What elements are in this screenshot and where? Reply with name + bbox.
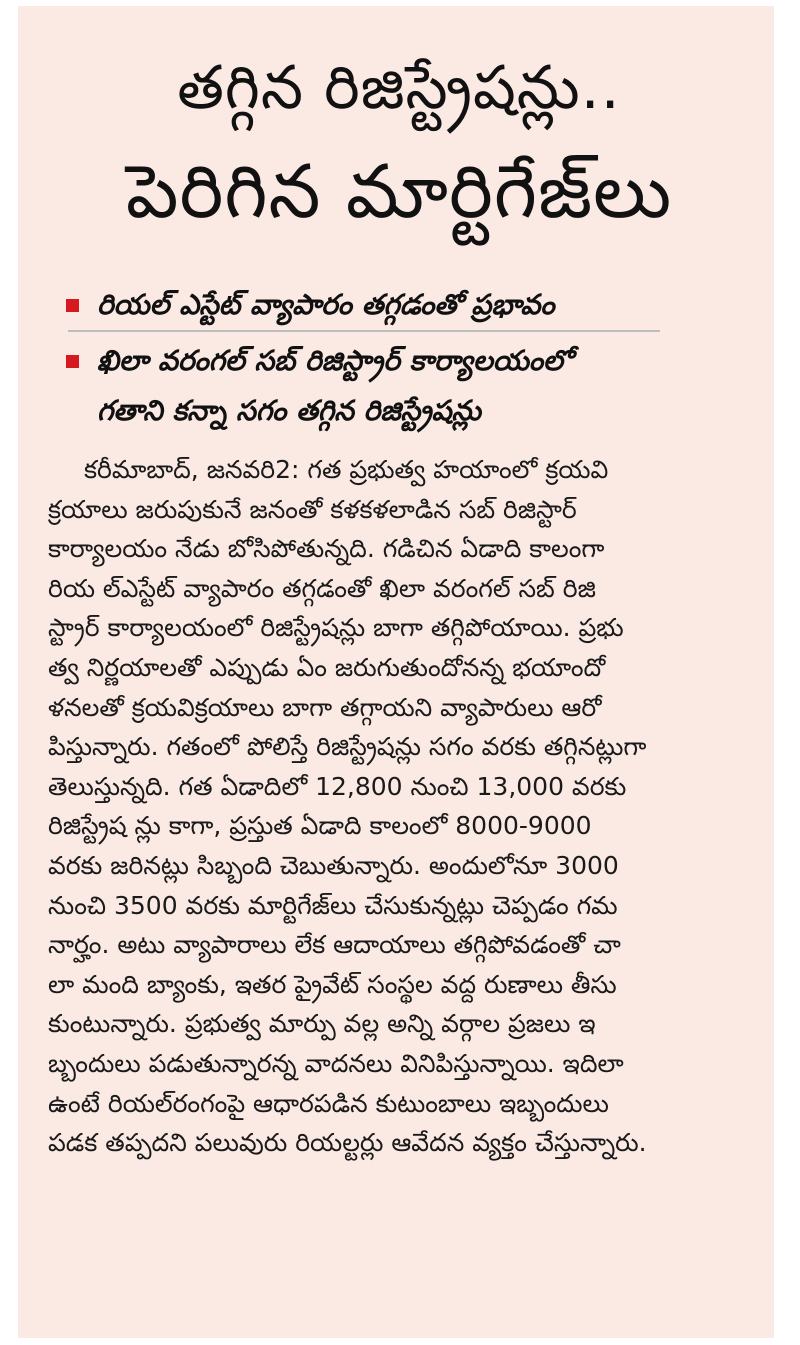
article-line: పడక తప్పదని పలువురు రియల్టర్లు ఆవేదన వ్యక్తం చేస్తున్నారు. — [48, 1128, 647, 1158]
article-line: రియ ల్‌ఎస్టేట్ వ్యాపారం తగ్గడంతో ఖిలా వరంగల్ సబ్ రిజి — [48, 573, 596, 603]
article-line: నార్హం. అటు వ్యాపారాలు లేక ఆదాయాలు తగ్గిపోవడంతో చా — [48, 930, 621, 960]
article-line: నుంచి 3500 వరకు మార్టిగేజ్‌లు చేసుకున్నట్లు చెప్పడం గమ — [48, 890, 618, 920]
article-line: తెలుస్తున్నది. గత ఏడాదిలో 12,800 నుంచి 13,000 వరకు — [48, 771, 627, 801]
article-line: పిస్తున్నారు. గతంలో పోలిస్తే రిజిస్ట్రేషన్లు సగం వరకు తగ్గినట్లుగా — [48, 732, 647, 762]
article-line: బ్బందులు పడుతున్నారన్న వాదనలు వినిపిస్తున్నాయి. ఇదిలా — [48, 1048, 624, 1078]
bullet-text: గతాని కన్నా సగం తగ్గిన రిజిస్ట్రేషన్లు — [97, 394, 481, 427]
article-line: వరకు జరినట్లు సిబ్బంది చెబుతున్నారు. అందులోనూ 3000 — [48, 850, 619, 880]
red-square-bullet-icon — [66, 299, 79, 312]
article-line: క్రయాలు జరుపుకునే జనంతో కళకళలాడిన సబ్ రిజిస్టార్ — [48, 494, 577, 524]
article-line: రిజిస్ట్రేష న్లు కాగా, ప్రస్తుత ఏడాది కాలంలో 8000-9000 — [48, 811, 592, 841]
bullet-text: రియల్ ఎస్టేట్ వ్యాపారం తగ్గడంతో ప్రభావం — [97, 288, 555, 321]
article-line: ఉంటే రియల్‌రంగంపై ఆధారపడిన కుటుంబాలు ఇబ్బందులు — [48, 1088, 609, 1118]
article-line: కార్యాలయం నేడు బోసిపోతున్నది. గడిచిన ఏడాది కాలంగా — [48, 534, 605, 564]
article-line: కరీమాబాద్, జనవరి2: గత ప్రభుత్వ హయాంలో క్రయవి — [84, 455, 609, 484]
article-line: ళనలతో క్రయవిక్రయాలు బాగా తగ్గాయని వ్యాపారులు ఆరో — [48, 692, 602, 722]
subheading-bullets — [48, 280, 750, 436]
headline-line-1: తగ్గిన రిజిస్ట్రేషన్లు.. — [177, 53, 621, 123]
article-line: త్వ నిర్ణయాలతో ఎప్పుడు ఏం జరుగుతుందోనన్న భయాందో — [48, 652, 606, 682]
bullet-point — [48, 336, 750, 436]
headline-line-2: పెరిగిన మార్టిగేజ్‌లు — [125, 149, 673, 235]
bullet-point — [48, 280, 750, 330]
red-square-bullet-icon — [66, 355, 79, 368]
article-body — [48, 450, 750, 1163]
article-line: లా మంది బ్యాంకు, ఇతర ప్రైవేట్ సంస్థల వద్ద రుణాలు తీసు — [48, 969, 617, 999]
article-line: స్ట్రార్ కార్యాలయంలో రిజిస్ట్రేషన్లు బాగా తగ్గిపోయాయి. ప్రభు — [48, 613, 624, 643]
news-clipping — [18, 6, 774, 1338]
bullet-divider — [68, 330, 660, 332]
article-line: కుంటున్నారు. ప్రభుత్వ మార్పు వల్ల అన్ని వర్గాల ప్రజలు ఇ — [48, 1009, 596, 1039]
bullet-text: ఖిలా వరంగల్ సబ్ రిజిస్ట్రార్ కార్యాలయంలో — [97, 344, 572, 377]
